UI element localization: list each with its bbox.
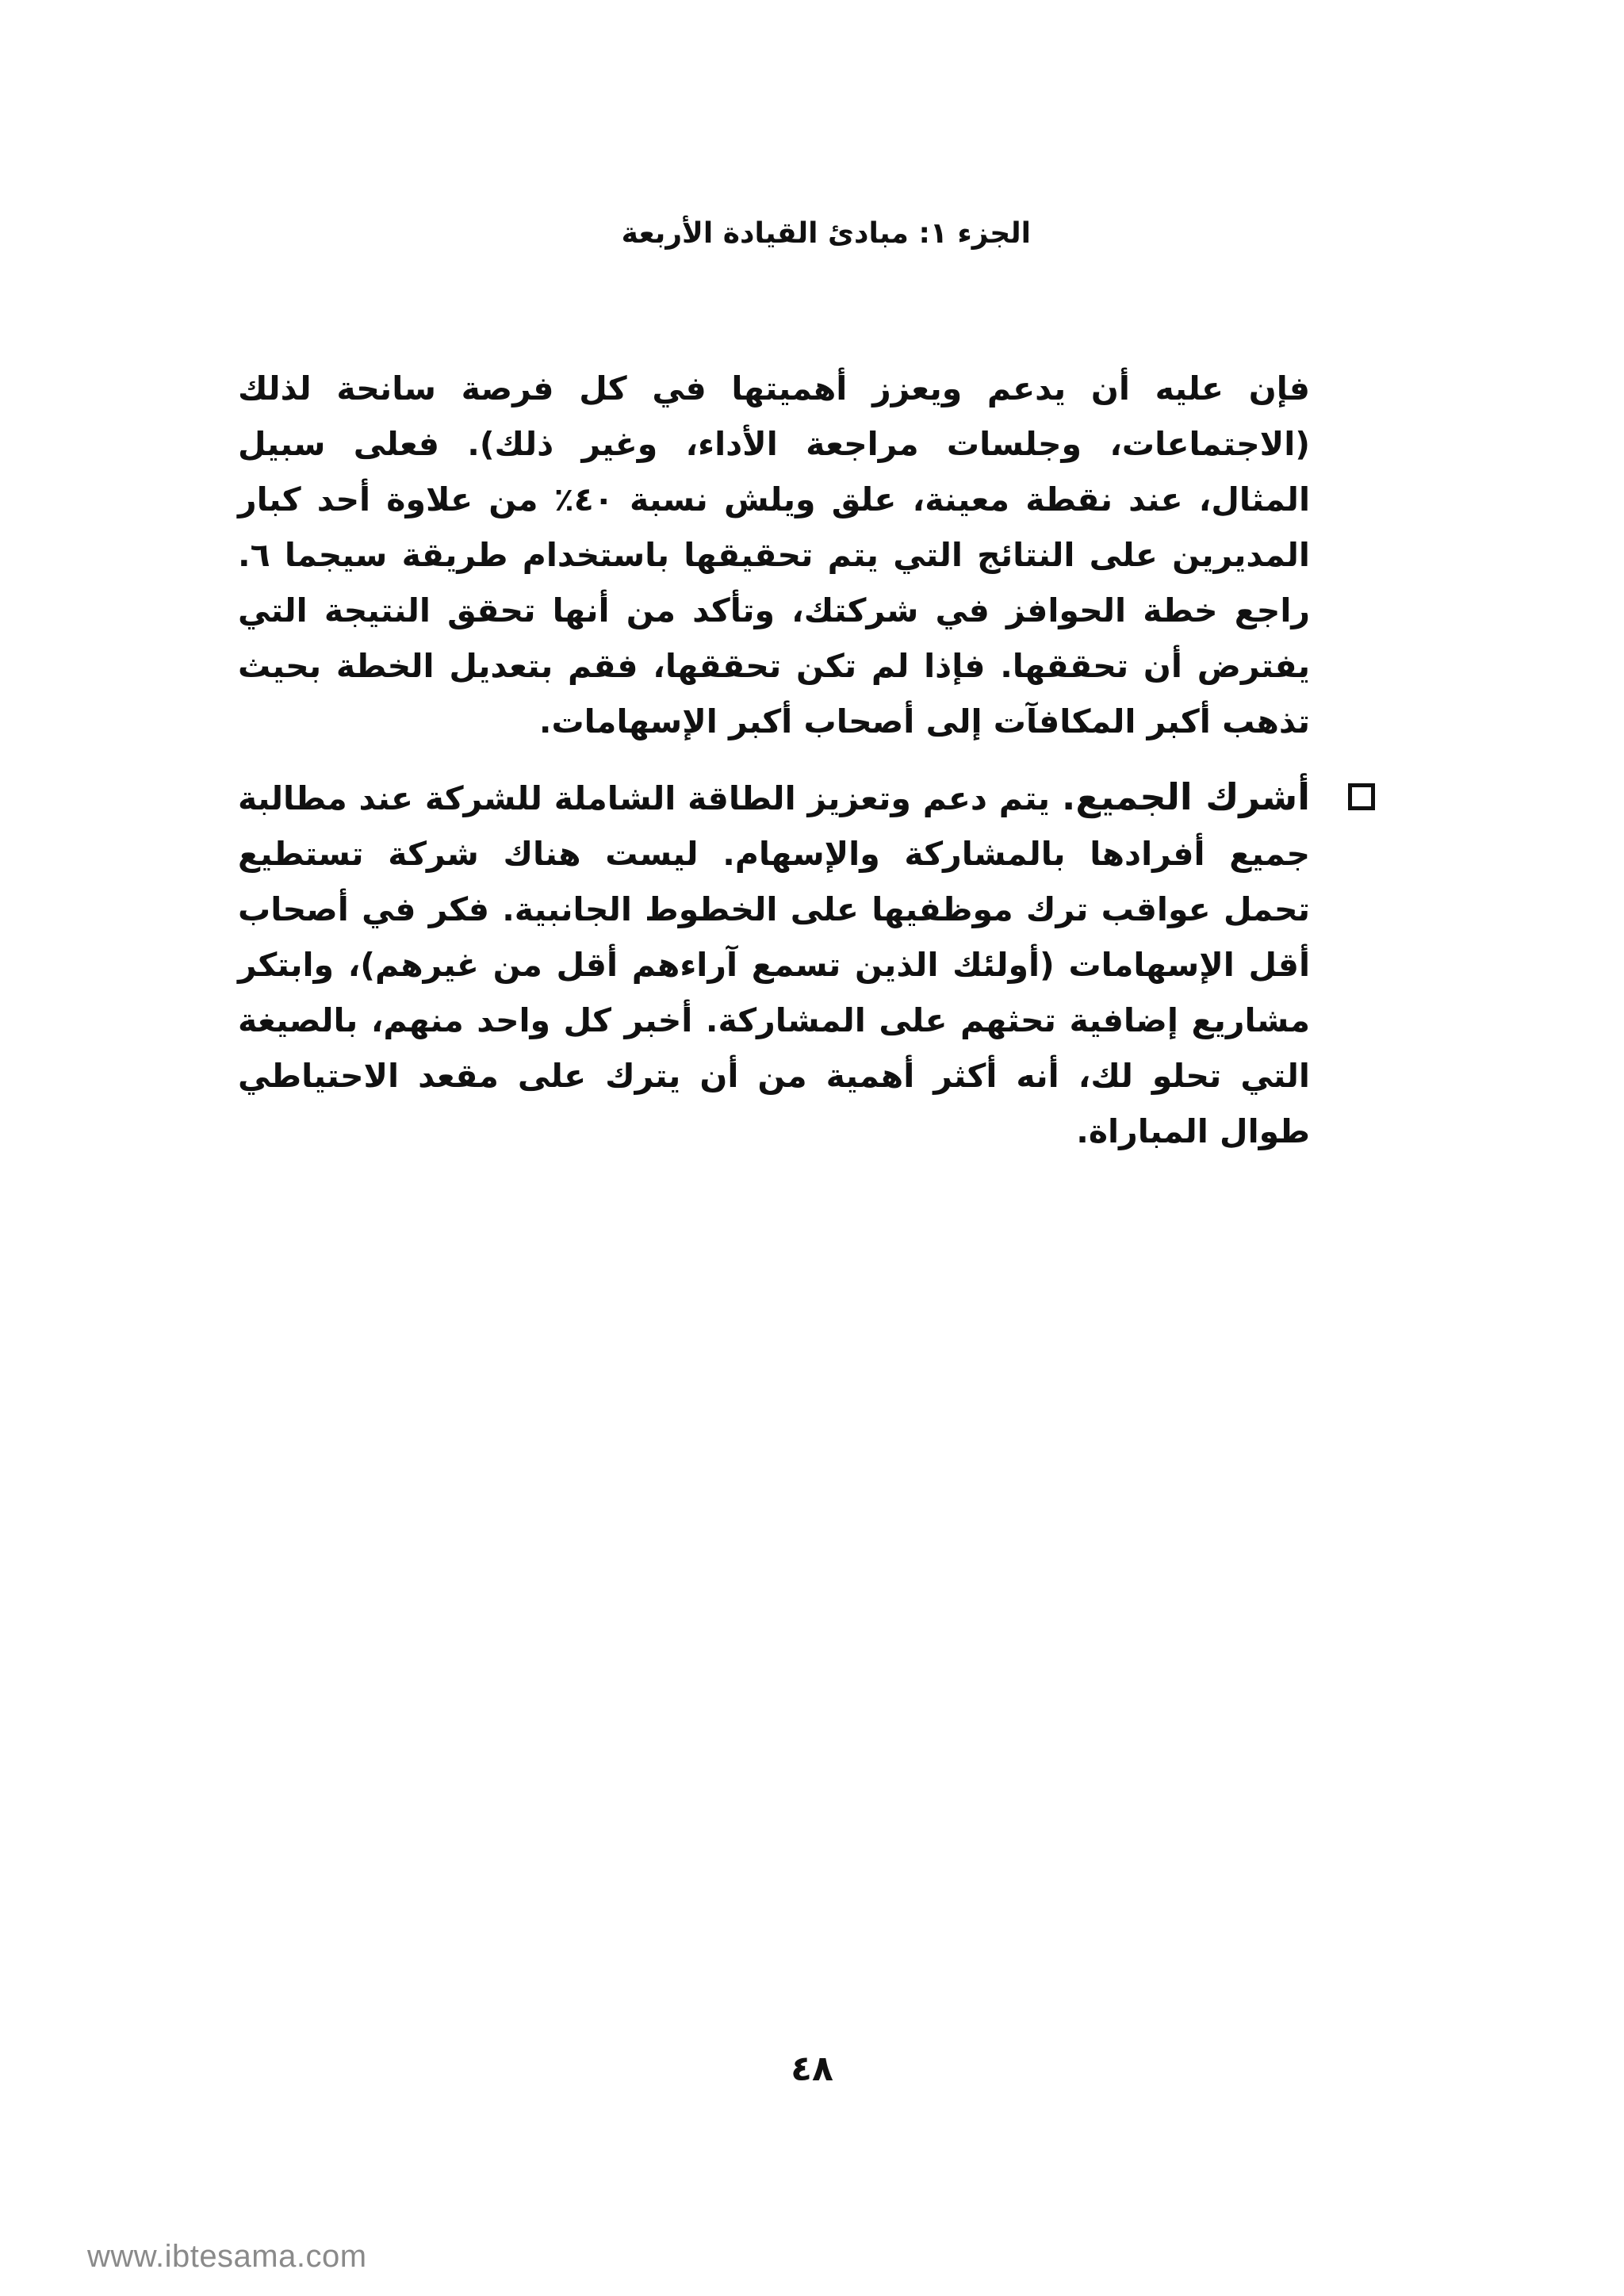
bullet-lead-term: أشرك الجميع. — [1061, 775, 1310, 818]
bullet-checkbox-icon — [1348, 783, 1375, 810]
bullet-body-text: يتم دعم وتعزيز الطاقة الشاملة للشركة عند مطالبة جميع أفرادها بالمشاركة والإسهام. ليست هناك شركة تستطيع تحمل عواقب ترك موظفيها على الخطوط الجانبية. فكر في أصحاب أقل الإسهامات (أولئك الذين تسمع آراءهم أقل من غيرهم)، وابتكر مشاريع إضافية تحثهم على المشاركة. أخبر كل واحد منهم، بالصيغة التي تحلو لك، أنه أكثر أهمية من أن يترك على مقعد الاحتياطي طوال المباراة. — [238, 779, 1310, 1150]
body-paragraph-incentives: فإن عليه أن يدعم ويعزز أهميتها في كل فرصة سانحة لذلك (الاجتماعات، وجلسات مراجعة الأداء، وغير ذلك). فعلى سبيل المثال، عند نقطة معينة، علق ويلش نسبة ٤٠٪ من علاوة أحد كبار المديرين على النتائج التي يتم تحقيقها باستخدام طريقة سيجما ٦. راجع خطة الحوافز في شركتك، وتأكد من أنها تحقق النتيجة التي يفترض أن تحققها. فإذا لم تكن تحققها، فقم بتعديل الخطة بحيث تذهب أكبر المكافآت إلى أصحاب أكبر الإسهامات. — [238, 369, 1310, 740]
site-watermark: www.ibtesama.com — [87, 2239, 367, 2274]
page-number: ٤٨ — [791, 2049, 833, 2089]
body-paragraph-involve-everyone — [238, 769, 1310, 1159]
running-header: الجزء ١: مبادئ القيادة الأربعة — [621, 217, 1031, 250]
